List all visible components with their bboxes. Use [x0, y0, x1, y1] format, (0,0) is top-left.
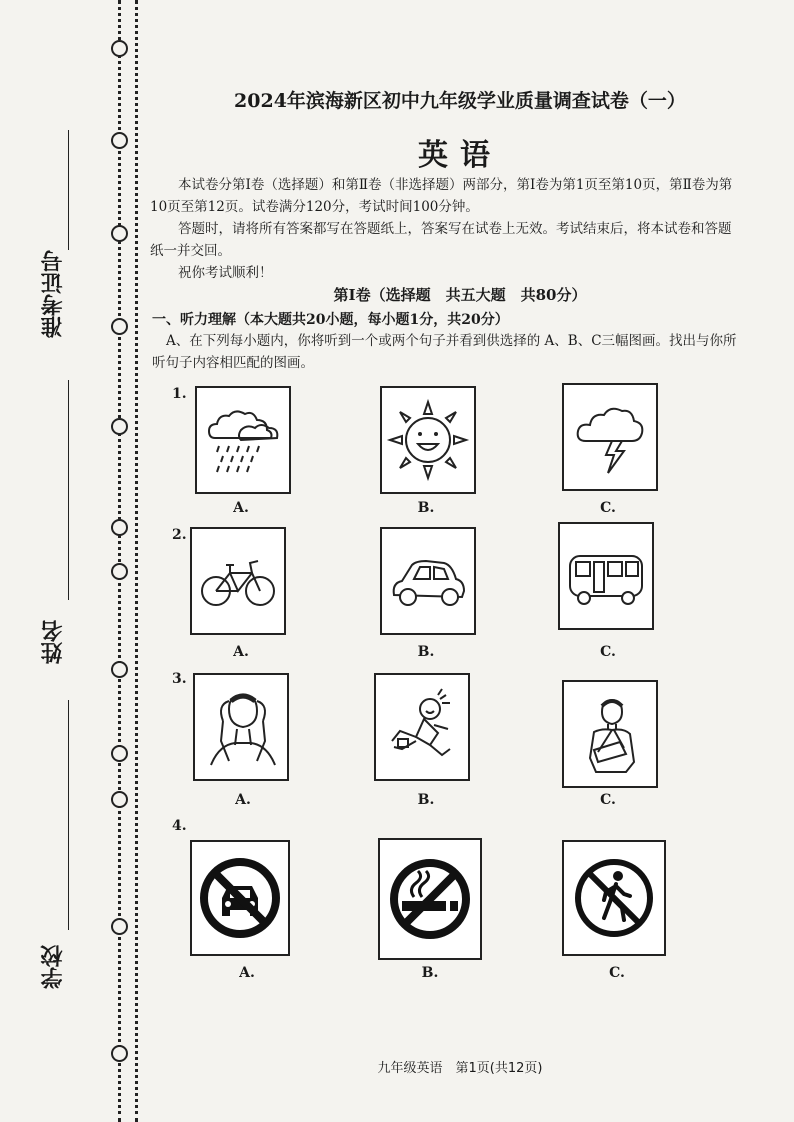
- option-image[interactable]: [562, 840, 666, 956]
- binding-hole: [111, 418, 128, 435]
- option-image[interactable]: [195, 386, 291, 494]
- option-image[interactable]: [558, 522, 654, 630]
- binding-hole: [111, 661, 128, 678]
- option-image[interactable]: [190, 840, 290, 956]
- part-title: 一、听力理解（本大题共20小题，每小题1分，共20分）: [152, 312, 509, 328]
- binding-hole: [111, 563, 128, 580]
- binding-hole: [111, 225, 128, 242]
- option-label: B.: [417, 644, 435, 660]
- binding-hole: [111, 519, 128, 536]
- option-label: C.: [609, 965, 625, 981]
- storm-cloud-icon: [568, 395, 652, 479]
- no-walking-sign-icon: [572, 856, 656, 940]
- binding-dotted-line: [118, 0, 121, 1122]
- option-label: A.: [233, 644, 249, 660]
- rain-cloud-icon: [201, 398, 285, 482]
- car-icon: [386, 539, 470, 623]
- binding-hole: [111, 918, 128, 935]
- question-number: 4.: [172, 818, 187, 834]
- option-image[interactable]: [380, 527, 476, 635]
- exam-id-label: 准考证号: [41, 250, 66, 338]
- exam-title: 2024年滨海新区初中九年级学业质量调查试卷（一）: [234, 90, 686, 112]
- section-title: 第Ⅰ卷（选择题 共五大题 共80分）: [333, 286, 587, 304]
- intro-paragraph-2: 答题时，请将所有答案都写在答题纸上，答案写在试卷上无效。考试结束后，将本试卷和答题纸一并交回。: [150, 221, 732, 259]
- binding-hole: [111, 745, 128, 762]
- sun-icon: [386, 398, 470, 482]
- intro-paragraph-1: 本试卷分第Ⅰ卷（选择题）和第Ⅱ卷（非选择题）两部分，第Ⅰ卷为第1页至第10页，第Ⅱ卷为第10页至第12页。试卷满分120分，考试时间100分钟。: [150, 177, 733, 215]
- option-label: C.: [600, 500, 616, 516]
- name-label: 姓名: [41, 620, 66, 664]
- binding-hole: [111, 791, 128, 808]
- option-label: C.: [600, 792, 616, 808]
- bus-icon: [564, 534, 648, 618]
- headache-person-icon: [199, 685, 283, 769]
- binding-dotted-line-right: [135, 0, 138, 1122]
- school-underline: [68, 700, 69, 930]
- name-underline: [68, 380, 69, 600]
- option-image[interactable]: [193, 673, 289, 781]
- question-number: 1.: [172, 386, 187, 402]
- option-image[interactable]: [374, 673, 470, 781]
- instruction: A、在下列每小题内，你将听到一个或两个句子并看到供选择的 A、B、C三幅图画。找出与你所听句子内容相匹配的图画。: [152, 333, 737, 371]
- school-label: 学校: [41, 945, 66, 989]
- no-cars-sign-icon: [198, 856, 282, 940]
- bicycle-icon: [196, 539, 280, 623]
- option-image[interactable]: [190, 527, 286, 635]
- subject-title: 英语: [418, 138, 502, 173]
- binding-hole: [111, 1045, 128, 1062]
- no-smoking-sign-icon: [388, 857, 472, 941]
- option-image[interactable]: [562, 383, 658, 491]
- broken-arm-person-icon: [568, 692, 652, 776]
- option-label: B.: [417, 792, 435, 808]
- hurt-knee-person-icon: [380, 685, 464, 769]
- binding-margin: [0, 0, 150, 1122]
- question-number: 3.: [172, 671, 187, 687]
- page-footer: 九年级英语 第1页(共12页): [377, 1061, 543, 1076]
- exam-id-underline: [68, 130, 69, 250]
- option-image[interactable]: [378, 838, 482, 960]
- option-label: A.: [235, 792, 251, 808]
- option-label: A.: [233, 500, 249, 516]
- binding-hole: [111, 318, 128, 335]
- option-label: B.: [417, 500, 435, 516]
- option-image[interactable]: [380, 386, 476, 494]
- option-label: B.: [421, 965, 439, 981]
- binding-hole: [111, 132, 128, 149]
- binding-hole: [111, 40, 128, 57]
- option-label: A.: [239, 965, 255, 981]
- intro-paragraph-3: 祝你考试顺利！: [178, 265, 273, 281]
- option-image[interactable]: [562, 680, 658, 788]
- option-label: C.: [600, 644, 616, 660]
- question-number: 2.: [172, 527, 187, 543]
